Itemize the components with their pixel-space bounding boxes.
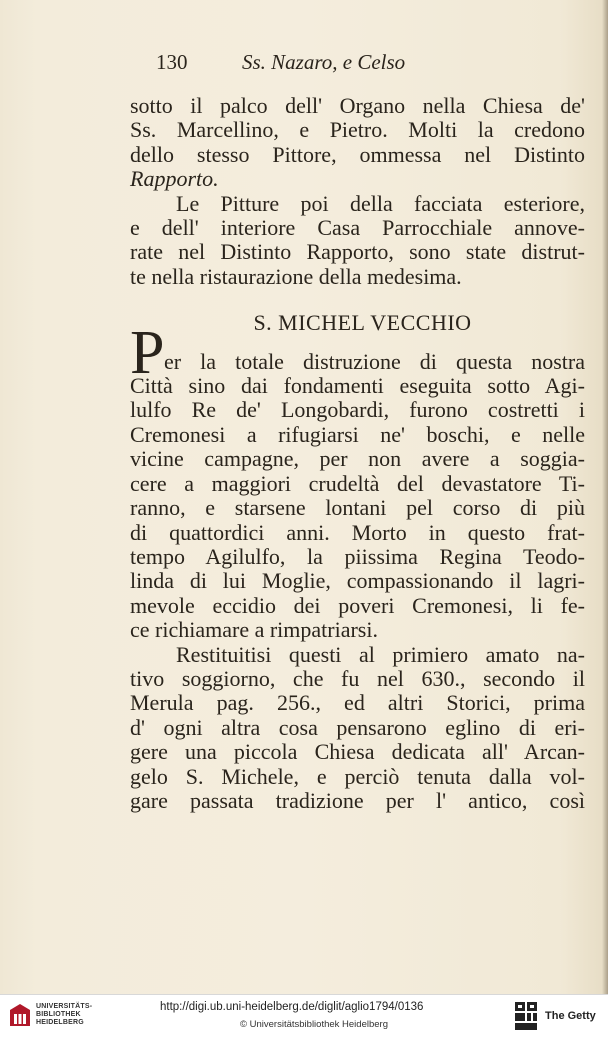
section-title: S. MICHEL VECCHIO [253, 310, 472, 336]
paragraph-2 [130, 192, 585, 290]
getty-logo-icon [514, 1001, 538, 1031]
text-line: di quattordici anni. Morto in questo frat- [130, 519, 585, 545]
text-line: gare passata tradizione per l' antico, così [130, 787, 585, 813]
viewer-footer [0, 994, 608, 1039]
text-line: tivo soggiorno, che fu nel 630., secondo il [130, 665, 585, 691]
page-number: 130 [156, 50, 188, 74]
text-line: gelo S. Michele, e perciò tenuta dalla vol- [130, 763, 585, 789]
library-name-line: UNIVERSITÄTS- [36, 1003, 93, 1010]
text-line: tempo Agilulfo, la piissima Regina Teodo- [130, 543, 585, 569]
permalink-url[interactable]: http://digi.ub.uni-heidelberg.de/diglit/aglio1794/0136 [160, 1001, 424, 1013]
text-line: te nella ristaurazione della medesima. [130, 263, 462, 289]
text-line: e dell' interiore Casa Parrocchiale annove- [130, 215, 585, 241]
text-line: ranno, e starsene lontani pel corso di più [130, 495, 585, 521]
text-line: Restituitisi questi al primiero amato na- [176, 641, 585, 667]
text-line: linda di lui Moglie, compassionando il lagri- [130, 568, 585, 594]
text-line: Cremonesi a rifugiarsi ne' boschi, e nelle [130, 421, 585, 447]
paragraph-1 [130, 94, 585, 192]
copyright-notice: © Universitätsbibliothek Heidelberg [240, 1019, 388, 1030]
text-line: cere a maggiori crudeltà del devastatore Ti- [130, 470, 585, 496]
paragraph-4 [130, 643, 585, 814]
library-name-line: BIBLIOTHEK [36, 1011, 81, 1018]
text-line: lulfo Re de' Longobardi, furono costretti i [130, 397, 585, 423]
text-line: mevole eccidio dei poveri Cremonesi, li fe- [130, 592, 585, 618]
running-head [130, 50, 585, 80]
text-line: Rapporto. [130, 166, 219, 192]
page-text [130, 50, 585, 813]
text-line: d' ogni altra cosa pensarono eglino di eri- [130, 714, 585, 740]
text-line: Merula pag. 256., ed altri Storici, prima [130, 690, 585, 716]
getty-name: The Getty [545, 1010, 596, 1022]
drop-cap: P [130, 318, 165, 387]
library-name-line: HEIDELBERG [36, 1019, 84, 1026]
text-line: Ss. Marcellino, e Pietro. Molti la credono [130, 117, 585, 143]
library-logo-icon [8, 1002, 32, 1028]
text-line: rate nel Distinto Rapporto, sono state distrut- [130, 239, 585, 265]
library-name [36, 1003, 92, 1027]
text-line: dello stesso Pittore, ommessa nel Distinto [130, 141, 585, 167]
text-line: Città sino dai fondamenti eseguita sotto Agi- [130, 373, 585, 399]
text-line: Le Pitture poi della facciata esteriore, [176, 190, 585, 216]
text-line: ce richiamare a rimpatriarsi. [130, 617, 378, 643]
text-line: vicine campagne, per non avere a soggia- [130, 446, 585, 472]
text-line: gere una piccola Chiesa dedicata all' Arcan- [130, 739, 585, 765]
running-title: Ss. Nazaro, e Celso [242, 50, 406, 74]
text-line: sotto il palco dell' Organo nella Chiesa de' [130, 93, 585, 118]
text-line: er la totale distruzione di questa nostra [164, 348, 585, 374]
